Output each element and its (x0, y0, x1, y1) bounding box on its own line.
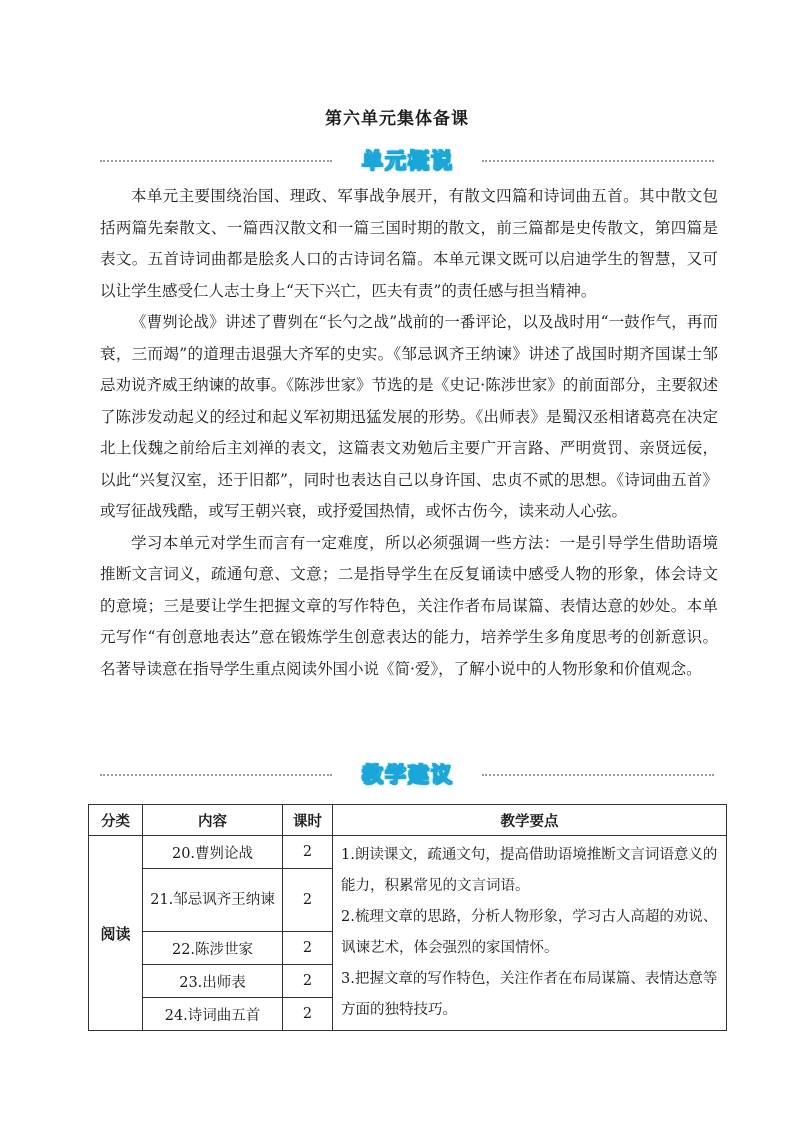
column-header-key-points: 教学要点 (333, 805, 727, 836)
teaching-table (88, 804, 727, 1031)
dotted-divider-right (482, 774, 714, 776)
content-cell: 22.陈涉世家 (143, 932, 283, 965)
overview-paragraph: 学习本单元对学生而言有一定难度，所以必须强调一些方法：一是引导学生借助语境推断文言词义，疏通句意、文意；二是指导学生在反复诵读中感受人物的形象，体会诗文的意境；三是要让学生把握文章的写作特色，关注作者布局谋篇、表情达意的妙处。本单元写作“有创意地表达”意在锻炼学生创意表达的能力，培养学生多角度思考的创新意识。名著导读意在指导学生重点阅读外国小说《简·爱》，了解小说中的人物形象和价值观念。 (100, 533, 718, 678)
teaching-table-wrapper (88, 804, 726, 1031)
hours-cell: 2 (283, 998, 333, 1031)
content-cell: 23.出师表 (143, 965, 283, 998)
overview-paragraph: 本单元主要围绕治国、理政、军事战争展开，有散文四篇和诗词曲五首。其中散文包括两篇先秦散文、一篇西汉散文和一篇三国时期的散文，前三篇都是史传散文，第四篇是表文。五首诗词曲都是脍炙人口的古诗词名篇。本单元课文既可以启迪学生的智慧，又可以让学生感受仁人志士身上“天下兴亡，匹夫有责”的责任感与担当精神。 (100, 187, 718, 300)
column-header-content: 内容 (143, 805, 283, 836)
content-cell: 24.诗词曲五首 (143, 998, 283, 1031)
column-header-hours: 课时 (283, 805, 333, 836)
page-title: 第六单元集体备课 (325, 109, 469, 129)
dotted-divider-left (100, 160, 332, 162)
dotted-divider-right (482, 160, 714, 162)
section-badge-overview: 单元概说 (362, 149, 454, 173)
category-cell: 阅读 (89, 836, 143, 1031)
overview-body (100, 181, 718, 685)
key-point: 3.把握文章的写作特色，关注作者在布局谋篇、表情达意等方面的独特技巧。 (341, 971, 718, 1018)
section-badge-teaching: 教学建议 (362, 763, 454, 787)
key-point: 1.朗读课文，疏通文句，提高借助语境推断文言词语意义的能力，积累常见的文言词语。 (341, 847, 718, 894)
key-points-cell (333, 836, 727, 1031)
hours-cell: 2 (283, 869, 333, 932)
key-point: 2.梳理文章的思路，分析人物形象，学习古人高超的劝说、讽谏艺术，体会强烈的家国情怀。 (341, 909, 718, 956)
hours-cell: 2 (283, 932, 333, 965)
content-cell: 21.邹忌讽齐王纳谏 (143, 869, 283, 932)
hours-cell: 2 (283, 965, 333, 998)
section-header-teaching (100, 760, 714, 790)
column-header-category: 分类 (89, 805, 143, 836)
section-header-overview (100, 146, 714, 176)
content-cell: 20.曹刿论战 (143, 836, 283, 869)
table-header-row (89, 805, 727, 836)
table-row (89, 836, 727, 869)
overview-paragraph: 《曹刿论战》讲述了曹刿在“长勺之战”战前的一番评论，以及战时用“一鼓作气，再而衰，三而竭”的道理击退强大齐军的史实。《邹忌讽齐王纳谏》讲述了战国时期齐国谋士邹忌劝说齐威王纳谏的故事。《陈涉世家》节选的是《史记·陈涉世家》的前面部分，主要叙述了陈涉发动起义的经过和起义军初期迅猛发展的形势。《出师表》是蜀汉丞相诸葛亮在决定北上伐魏之前给后主刘禅的表文，这篇表文劝勉后主要广开言路、严明赏罚、亲贤远佞，以此“兴复汉室，还于旧都”，同时也表达自己以身许国、忠贞不贰的思想。《诗词曲五首》或写征战残酷，或写王朝兴衰，或抒爱国热情，或怀古伤今，读来动人心弦。 (100, 313, 718, 520)
dotted-divider-left (100, 774, 332, 776)
hours-cell: 2 (283, 836, 333, 869)
